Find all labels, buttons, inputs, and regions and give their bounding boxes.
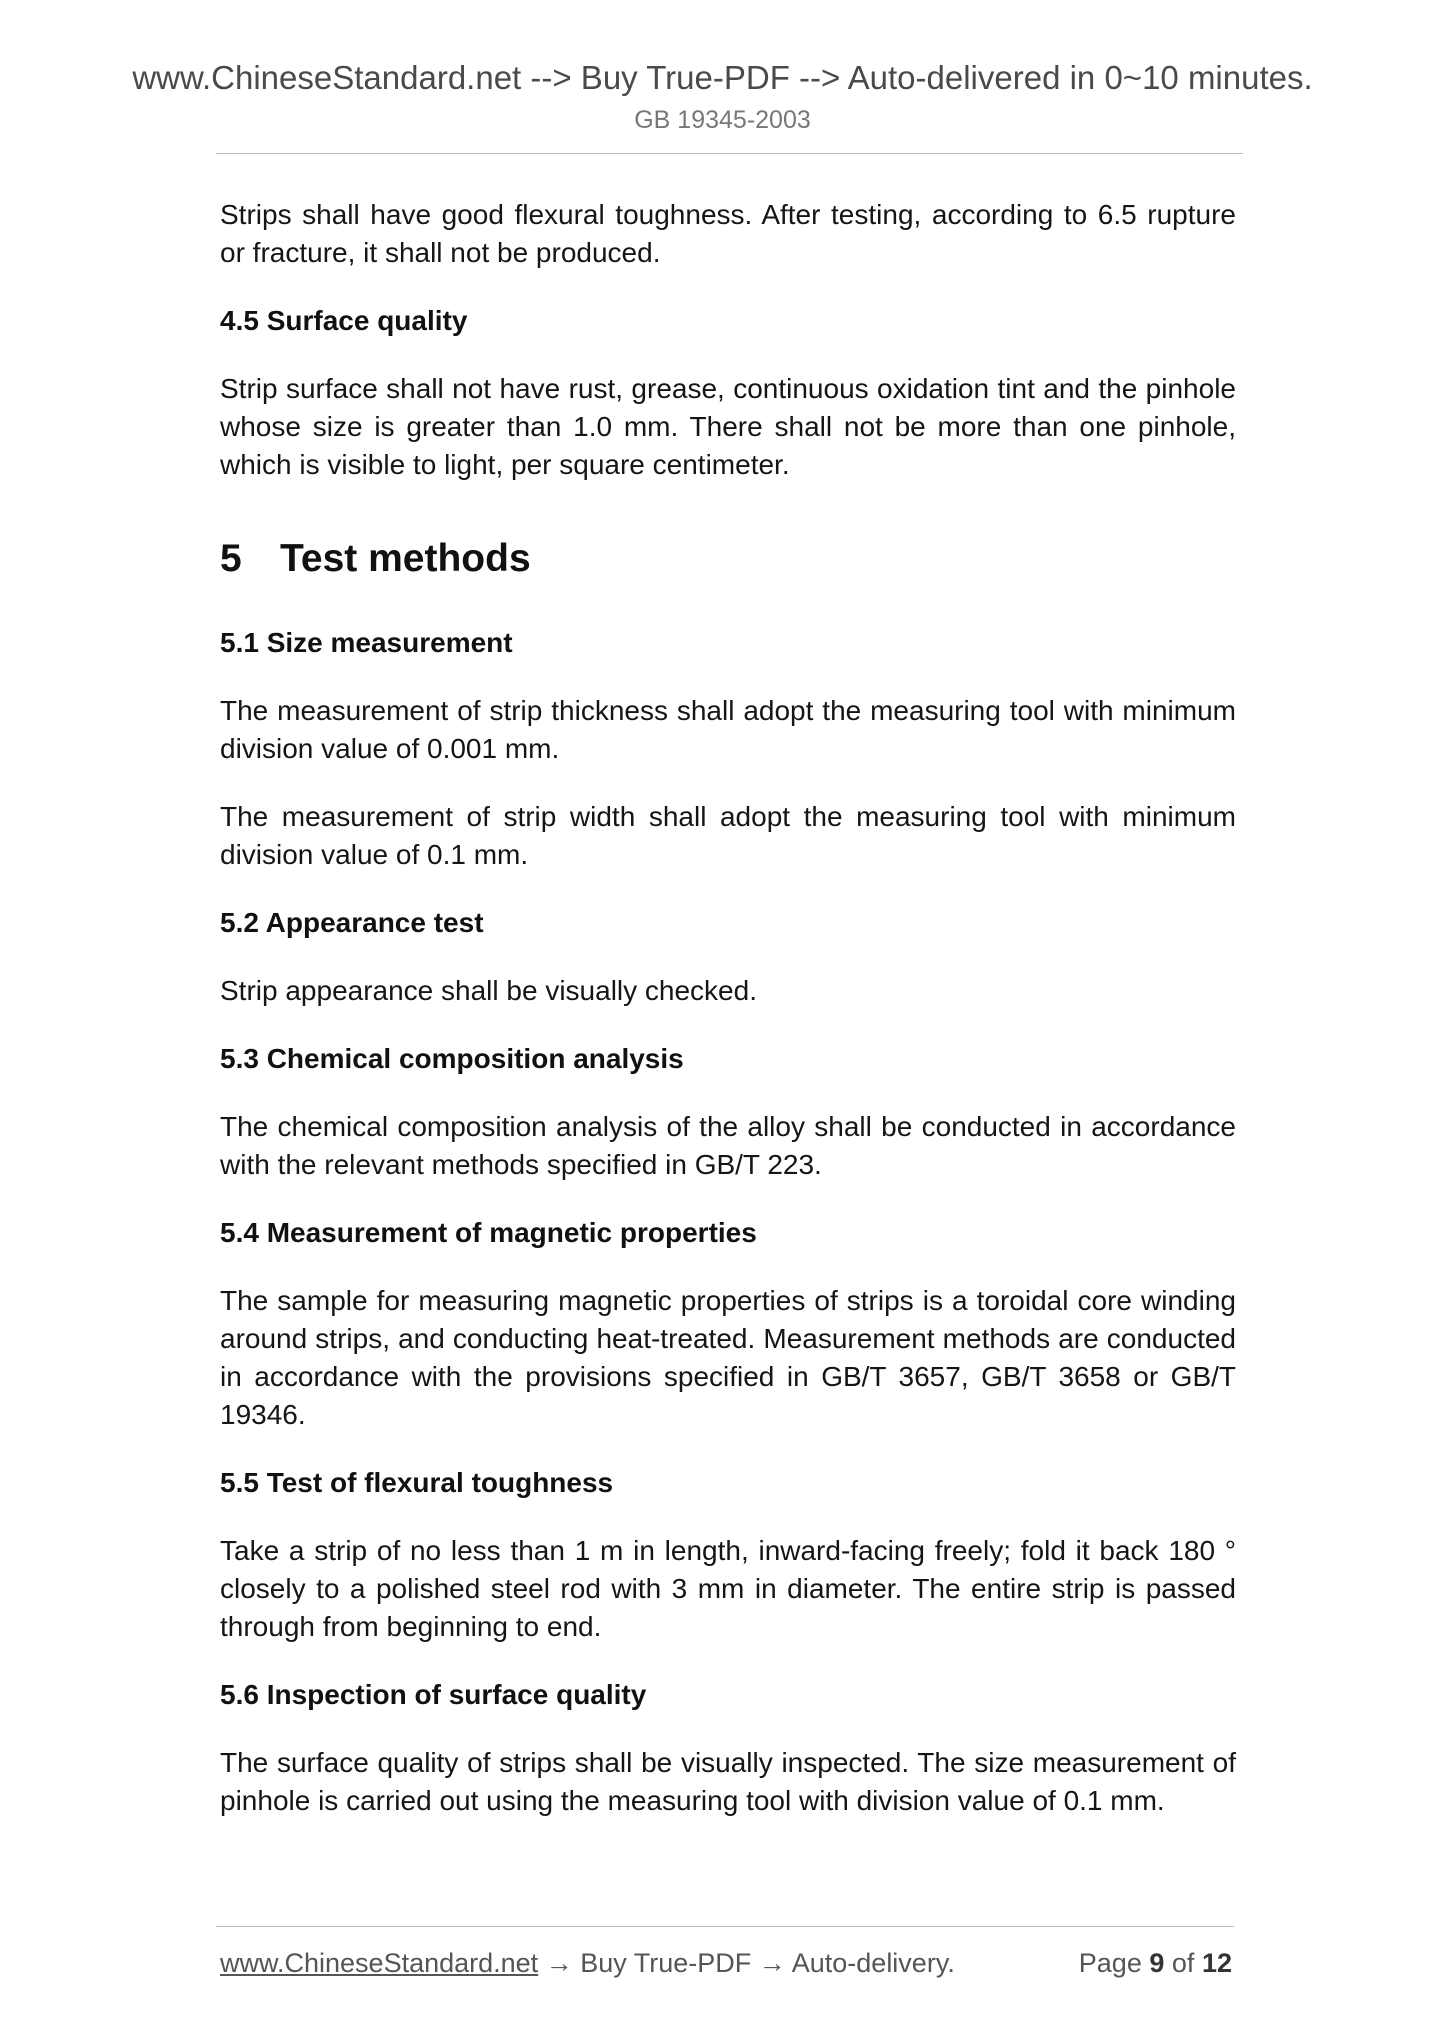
footer-left (220, 1945, 955, 1981)
header-banner: www.ChineseStandard.net --> Buy True-PDF --> Auto-delivered in 0~10 minutes. (132, 59, 1313, 96)
paragraph-5-3: The chemical composition analysis of the alloy shall be conducted in accordance with the relevant methods specified in GB/T 223. (220, 1111, 1236, 1180)
intro-paragraph: Strips shall have good flexural toughness. After testing, according to 6.5 rupture or fracture, it shall not be produced. (220, 199, 1236, 268)
page-current: 9 (1149, 1948, 1165, 1978)
heading-5-5: 5.5 Test of flexural toughness (220, 1467, 614, 1498)
page-content (220, 196, 1236, 1850)
paragraph-5-1-width: The measurement of strip width shall adopt the measuring tool with minimum division value of 0.1 mm. (220, 801, 1236, 870)
heading-5-6: 5.6 Inspection of surface quality (220, 1679, 647, 1710)
page-number (1079, 1945, 1232, 1981)
footer-tagline: → Buy True-PDF → Auto-delivery. (538, 1948, 955, 1978)
paragraph-5-2: Strip appearance shall be visually checked. (220, 975, 757, 1006)
section-number: 5 (220, 537, 242, 580)
document-id: GB 19345-2003 (634, 106, 811, 134)
heading-4-5: 4.5 Surface quality (220, 305, 468, 336)
paragraph-5-6: The surface quality of strips shall be visually inspected. The size measurement of pinhole is carried out using the measuring tool with division value of 0.1 mm. (220, 1747, 1236, 1816)
page-label: Page (1078, 1948, 1142, 1978)
section-title-text: Test methods (280, 537, 531, 580)
of-label: of (1171, 1948, 1195, 1978)
section-5-title (220, 534, 1236, 584)
heading-5-1: 5.1 Size measurement (220, 627, 513, 658)
page-total: 12 (1201, 1948, 1232, 1978)
paragraph-5-4: The sample for measuring magnetic properties of strips is a toroidal core winding around strips, and conducting heat-treated. Measurement methods are conducted in accordance with the provisions specified in GB/T 3657, GB/T 3658 or GB/T 19346. (220, 1285, 1236, 1430)
paragraph-5-1-thickness: The measurement of strip thickness shall adopt the measuring tool with minimum division value of 0.001 mm. (220, 695, 1236, 764)
paragraph-5-5: Take a strip of no less than 1 m in length, inward-facing freely; fold it back 180 ° closely to a polished steel rod with 3 mm in diameter. The entire strip is passed through from beginning to end. (220, 1535, 1236, 1642)
heading-5-4: 5.4 Measurement of magnetic properties (220, 1217, 757, 1248)
header-divider (216, 153, 1243, 154)
footer-site-link[interactable]: www.ChineseStandard.net (220, 1948, 539, 1978)
heading-5-2: 5.2 Appearance test (220, 907, 484, 938)
heading-5-3: 5.3 Chemical composition analysis (220, 1043, 684, 1074)
paragraph-4-5: Strip surface shall not have rust, grease, continuous oxidation tint and the pinhole whose size is greater than 1.0 mm. There shall not be more than one pinhole, which is visible to light, per square centimeter. (220, 373, 1236, 480)
footer-divider (216, 1926, 1234, 1927)
